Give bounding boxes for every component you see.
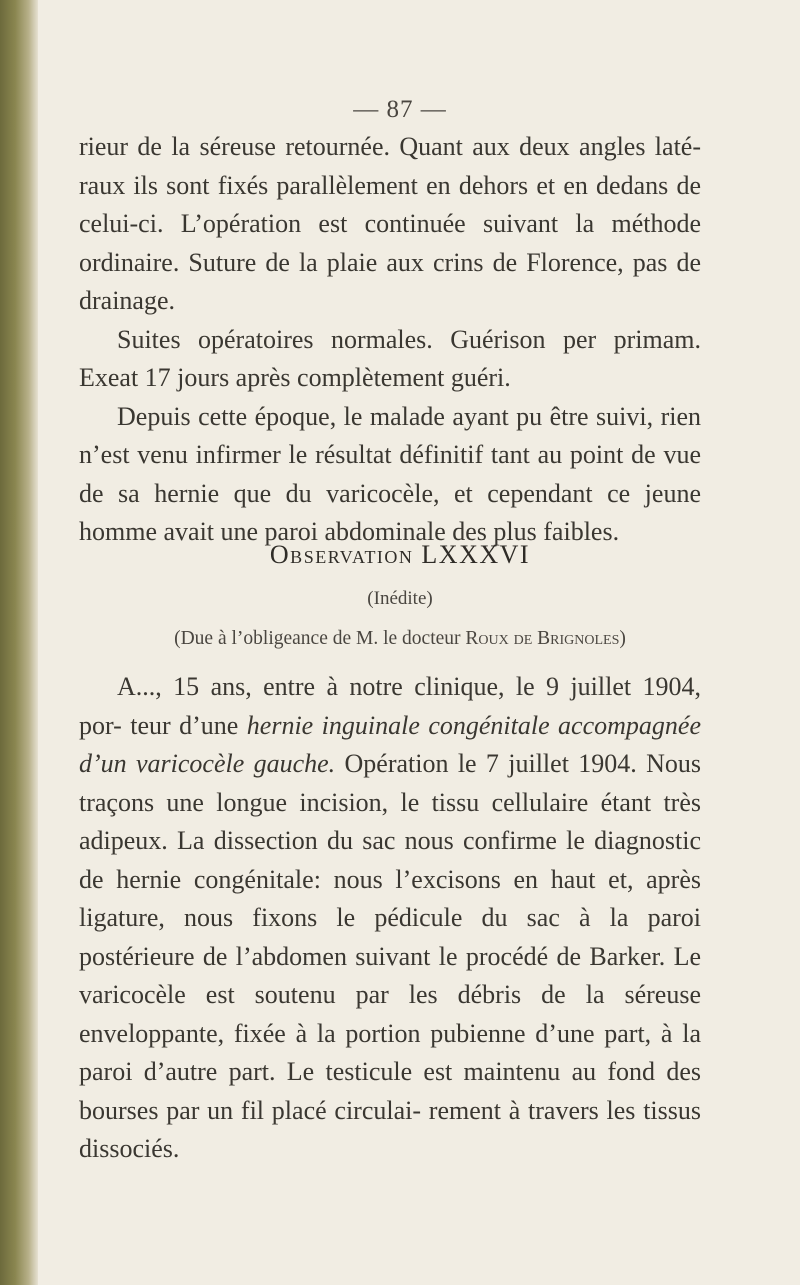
observation-subtitle: (Inédite) bbox=[367, 588, 433, 609]
observation-heading: Observation LXXXVI bbox=[269, 540, 531, 569]
paragraph-1: rieur de la séreuse retournée. Quant aux deux angles laté- raux ils sont fixés parallèlement en dehors et en dedans de celui-ci. L’opération est continuée suivant la méthode ordinaire. Suture de la plaie aux crins de Florence, pas de drainage. bbox=[79, 132, 701, 315]
observation-paragraph bbox=[79, 668, 701, 1169]
observation-diagnosis: hernie inguinale congénitale accompagnée d’un varicocèle gauche. bbox=[79, 710, 701, 778]
observation-body: Opération le 7 juillet 1904. Nous traçons une longue incision, le tissu cellulaire étant très adipeux. La dissection du sac nous confirme le diagnostic de hernie congénitale: nous l’excisons en haut et, après ligature, nous fixons le pédicule du sac à la paroi postérieure de l’abdomen suivant le procédé de Barker. Le varicocèle est soutenu par les débris de la séreuse enveloppante, fixée à la portion pubienne d’une part, à la paroi d’autre part. Le testicule est maintenu au fond des bourses par un fil placé circulai- rement à travers les tissus dissociés. bbox=[79, 749, 701, 1163]
text-block-top bbox=[79, 128, 701, 552]
credit-prefix: (Due à l’obligeance de M. le docteur bbox=[174, 628, 466, 649]
observation-intro: A..., 15 ans, entre à notre clinique, le 9 juillet 1904, por- teur d’une bbox=[79, 672, 701, 740]
credit-suffix: ) bbox=[619, 628, 626, 649]
credit-name: Roux de Brignoles bbox=[465, 628, 620, 649]
observation-text bbox=[79, 668, 701, 1169]
paragraph-2: Suites opératoires normales. Guérison per primam. Exeat 17 jours après complètement guéri. bbox=[79, 324, 701, 392]
paragraph-3: Depuis cette époque, le malade ayant pu être suivi, rien n’est venu infirmer le résultat définitif tant au point de vue de sa hernie que du varicocèle, et cependant ce jeune homme avait une paroi abdominale des plus faibles. bbox=[79, 401, 701, 546]
page-number: — 87 — bbox=[353, 96, 447, 123]
observation-credit bbox=[0, 628, 800, 650]
